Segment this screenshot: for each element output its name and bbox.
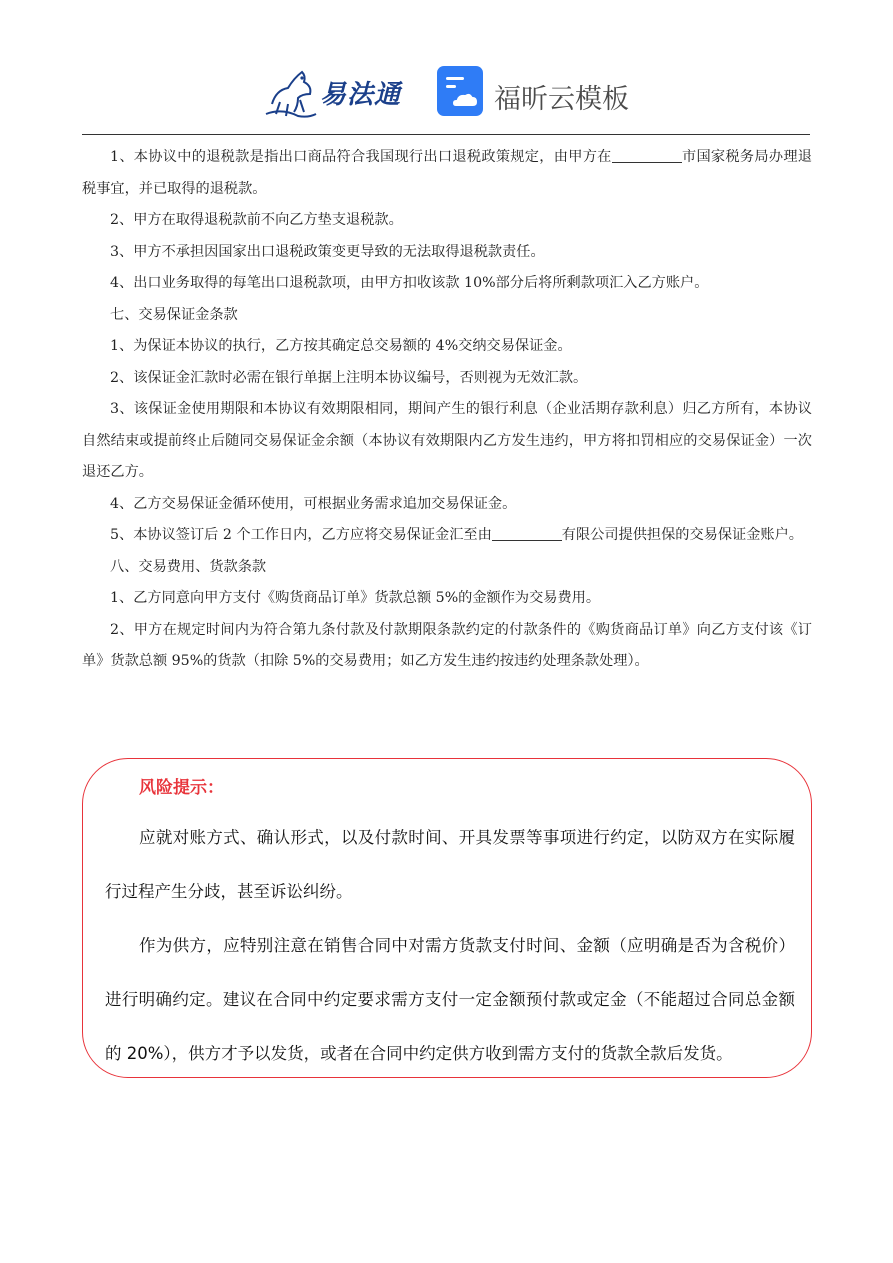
contract-body	[82, 142, 812, 678]
foxit-template-wordmark: 福昕云模板	[494, 84, 629, 115]
yifatong-wordmark: 易法通	[320, 80, 402, 110]
section-heading: 八、交易费用、货款条款	[110, 558, 267, 575]
paragraph: 4、出口业务取得的每笔出口退税款项，由甲方扣收该款 10%部分后将所剩款项汇入乙方账户。	[110, 275, 709, 291]
paragraph: 4、乙方交易保证金循环使用，可根据业务需求追加交易保证金。	[110, 495, 517, 512]
risk-notice-title: 风险提示：	[139, 778, 224, 798]
section-heading: 七、交易保证金条款	[110, 306, 238, 323]
paragraph: 2、甲方在规定时间内为符合第九条付款及付款期限条款约定的付款条件的《购货商品订单》向乙方支付该《订单》货款总额 95%的货款（扣除 5%的交易费用；如乙方发生违约按违约处理条款处理）。	[82, 621, 812, 669]
header-divider	[82, 134, 810, 135]
fill-blank	[492, 526, 562, 541]
paragraph: 3、甲方不承担因国家出口退税政策变更导致的无法取得退税款责任。	[110, 243, 545, 260]
paragraph: 1、乙方同意向甲方支付《购货商品订单》货款总额 5%的金额作为交易费用。	[110, 590, 601, 606]
risk-paragraph: 作为供方，应特别注意在销售合同中对需方货款支付时间、金额（应明确是否为含税价）进行明确约定。建议在合同中约定要求需方支付一定金额预付款或定金（不能超过合同总金额的 20%），供方才予以发货，或者在合同中约定供方收到需方支付的货款全款后发货。	[105, 936, 795, 1063]
risk-notice-box	[82, 758, 812, 1078]
paragraph: 5、本协议签订后 2 个工作日内，乙方应将交易保证金汇至由 有限公司提供担保的交易保证金账户。	[110, 527, 803, 543]
paragraph: 3、该保证金使用期限和本协议有效期限相同，期间产生的银行利息（企业活期存款利息）归乙方所有，本协议自然结束或提前终止后随同交易保证金余额（本协议有效期限内乙方发生违约，甲方将扣罚相应的交易保证金）一次退还乙方。	[82, 401, 812, 480]
yifatong-logo	[262, 64, 422, 120]
horse-icon	[262, 64, 320, 120]
risk-paragraph: 应就对账方式、确认形式，以及付款时间、开具发票等事项进行约定，以防双方在实际履行过程产生分歧，甚至诉讼纠纷。	[105, 828, 795, 901]
cloud-document-icon	[436, 65, 486, 117]
paragraph: 1、本协议中的退税款是指出口商品符合我国现行出口退税政策规定，由甲方在 市国家税务局办理退税事宜，并已取得的退税款。	[82, 149, 812, 197]
paragraph: 2、该保证金汇款时必需在银行单据上注明本协议编号，否则视为无效汇款。	[110, 369, 588, 386]
fill-blank	[612, 148, 682, 163]
risk-notice-body	[105, 811, 795, 1081]
foxit-template-logo	[436, 65, 636, 119]
page-header	[0, 60, 893, 124]
paragraph: 1、为保证本协议的执行，乙方按其确定总交易额的 4%交纳交易保证金。	[110, 338, 572, 354]
paragraph: 2、甲方在取得退税款前不向乙方垫支退税款。	[110, 212, 403, 228]
